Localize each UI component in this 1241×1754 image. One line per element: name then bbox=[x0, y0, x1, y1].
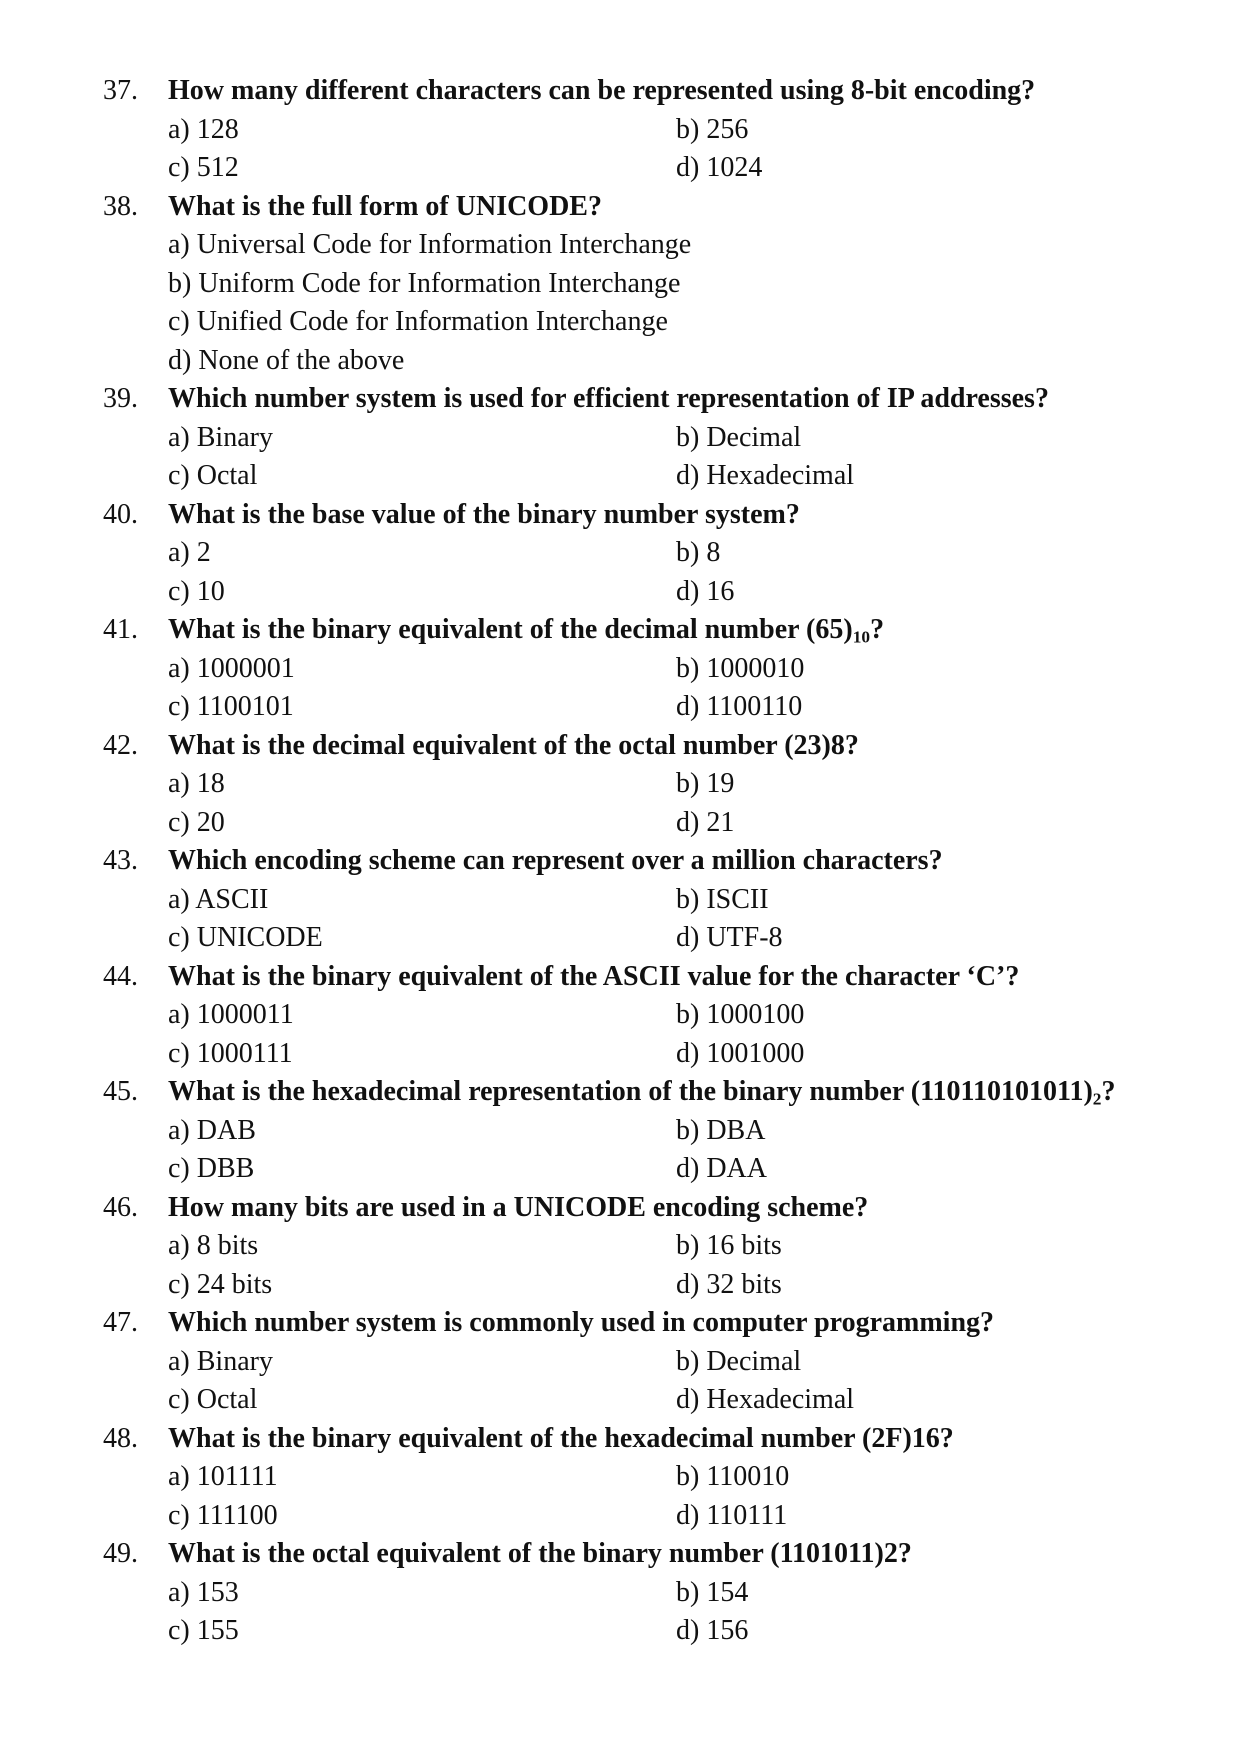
question-text: Which encoding scheme can represent over a million characters? bbox=[168, 845, 943, 876]
question-number: 38. bbox=[103, 190, 138, 222]
option-c: c) Octal bbox=[168, 460, 258, 491]
question-47 bbox=[0, 1304, 1241, 1420]
option-d: d) Hexadecimal bbox=[676, 460, 855, 491]
option-d: d) 32 bits bbox=[676, 1268, 782, 1300]
question-number: 40. bbox=[103, 498, 138, 530]
question-text bbox=[168, 1073, 1115, 1112]
options bbox=[168, 534, 1241, 611]
options bbox=[168, 1227, 1241, 1304]
option-b: b) 19 bbox=[676, 768, 735, 799]
option-d: d) 1100110 bbox=[676, 691, 803, 722]
question-37 bbox=[0, 72, 1241, 188]
question-text-main: What is the hexadecimal representation of the binary number (110110101011) bbox=[168, 1076, 1093, 1107]
option-b: b) Decimal bbox=[676, 1345, 802, 1377]
question-38 bbox=[0, 188, 1241, 381]
option-c: c) Unified Code for Information Interchange bbox=[168, 306, 668, 337]
options bbox=[168, 996, 1241, 1073]
option-b: b) 16 bits bbox=[676, 1230, 782, 1261]
option-b: b) 1000010 bbox=[676, 652, 805, 684]
question-number: 47. bbox=[103, 1307, 138, 1338]
question-45 bbox=[0, 1073, 1241, 1189]
question-number: 37. bbox=[103, 75, 138, 106]
question-text-end: ? bbox=[1101, 1076, 1116, 1107]
option-b: b) 8 bbox=[676, 537, 721, 568]
options bbox=[168, 650, 1241, 727]
option-d: d) 1001000 bbox=[676, 1037, 805, 1069]
question-number: 46. bbox=[103, 1191, 138, 1223]
question-number: 39. bbox=[103, 383, 138, 414]
option-c: c) 512 bbox=[168, 152, 239, 183]
question-number: 43. bbox=[103, 845, 138, 876]
options bbox=[168, 765, 1241, 842]
option-d: d) 16 bbox=[676, 575, 735, 607]
option-d: d) DAA bbox=[676, 1153, 767, 1184]
option-a: a) Binary bbox=[168, 1345, 273, 1377]
options bbox=[168, 881, 1241, 958]
base-subscript: 2 bbox=[1092, 1089, 1102, 1109]
option-a: a) 2 bbox=[168, 537, 211, 568]
question-44 bbox=[0, 958, 1241, 1074]
option-d: d) 1024 bbox=[676, 152, 763, 183]
options bbox=[168, 1343, 1241, 1420]
option-a: a) Binary bbox=[168, 421, 273, 453]
question-text: What is the binary equivalent of the hexadecimal number (2F)16? bbox=[168, 1422, 954, 1454]
question-text: How many bits are used in a UNICODE encoding scheme? bbox=[168, 1191, 869, 1223]
option-a: a) Universal Code for Information Interchange bbox=[168, 229, 692, 260]
question-text: What is the decimal equivalent of the octal number (23)8? bbox=[168, 729, 859, 761]
question-48 bbox=[0, 1420, 1241, 1536]
option-d: d) 110111 bbox=[676, 1499, 788, 1531]
question-49 bbox=[0, 1535, 1241, 1651]
question-40 bbox=[0, 496, 1241, 612]
question-number: 44. bbox=[103, 960, 138, 992]
option-a: a) 101111 bbox=[168, 1461, 278, 1492]
question-text: What is the binary equivalent of the ASCII value for the character ‘C’? bbox=[168, 960, 1020, 992]
options bbox=[168, 111, 1241, 188]
option-a: a) ASCII bbox=[168, 883, 269, 915]
question-43 bbox=[0, 842, 1241, 958]
option-c: c) DBB bbox=[168, 1153, 255, 1184]
question-41 bbox=[0, 611, 1241, 727]
question-text: What is the full form of UNICODE? bbox=[168, 190, 602, 222]
option-a: a) 8 bits bbox=[168, 1230, 259, 1261]
options bbox=[168, 1112, 1241, 1189]
option-a: a) 18 bbox=[168, 768, 225, 799]
question-text: What is the octal equivalent of the binary number (1101011)2? bbox=[168, 1538, 912, 1569]
question-number: 48. bbox=[103, 1422, 138, 1454]
options bbox=[168, 1458, 1241, 1535]
option-d: d) None of the above bbox=[168, 344, 405, 376]
option-d: d) 156 bbox=[676, 1615, 749, 1646]
option-d: d) Hexadecimal bbox=[676, 1384, 855, 1415]
base-subscript: 10 bbox=[852, 627, 871, 647]
option-d: d) 21 bbox=[676, 806, 735, 838]
options bbox=[168, 419, 1241, 496]
option-b: b) 110010 bbox=[676, 1461, 790, 1492]
option-b: b) DBA bbox=[676, 1114, 766, 1146]
option-b: b) 154 bbox=[676, 1576, 749, 1608]
option-c: c) Octal bbox=[168, 1384, 258, 1415]
question-number: 41. bbox=[103, 614, 138, 645]
option-a: a) 1000011 bbox=[168, 999, 294, 1030]
question-number: 42. bbox=[103, 729, 138, 761]
option-b: b) Uniform Code for Information Interchange bbox=[168, 267, 681, 299]
option-b: b) ISCII bbox=[676, 883, 769, 915]
option-d: d) UTF-8 bbox=[676, 922, 783, 953]
option-b: b) Decimal bbox=[676, 421, 802, 453]
question-text: Which number system is commonly used in computer programming? bbox=[168, 1307, 995, 1338]
option-c: c) 1100101 bbox=[168, 691, 294, 722]
question-46 bbox=[0, 1189, 1241, 1305]
question-text: How many different characters can be represented using 8-bit encoding? bbox=[168, 75, 1036, 106]
option-c: c) UNICODE bbox=[168, 922, 323, 953]
option-b: b) 256 bbox=[676, 113, 749, 145]
options bbox=[168, 226, 1241, 380]
option-c: c) 20 bbox=[168, 806, 225, 838]
option-a: a) 153 bbox=[168, 1576, 239, 1608]
option-c: c) 111100 bbox=[168, 1499, 278, 1531]
question-text: What is the base value of the binary number system? bbox=[168, 498, 800, 530]
question-39 bbox=[0, 380, 1241, 496]
option-a: a) 1000001 bbox=[168, 652, 295, 684]
option-c: c) 10 bbox=[168, 575, 225, 607]
option-c: c) 155 bbox=[168, 1615, 239, 1646]
option-c: c) 24 bits bbox=[168, 1268, 273, 1300]
question-text bbox=[168, 611, 884, 650]
option-c: c) 1000111 bbox=[168, 1037, 293, 1069]
question-text-end: ? bbox=[870, 614, 885, 645]
question-number: 49. bbox=[103, 1538, 138, 1569]
options bbox=[168, 1574, 1241, 1651]
question-number: 45. bbox=[103, 1076, 138, 1107]
question-42 bbox=[0, 727, 1241, 843]
option-a: a) 128 bbox=[168, 113, 239, 145]
option-a: a) DAB bbox=[168, 1114, 256, 1146]
question-text-main: What is the binary equivalent of the decimal number (65) bbox=[168, 614, 853, 645]
question-text: Which number system is used for efficient representation of IP addresses? bbox=[168, 383, 1049, 414]
option-b: b) 1000100 bbox=[676, 999, 805, 1030]
